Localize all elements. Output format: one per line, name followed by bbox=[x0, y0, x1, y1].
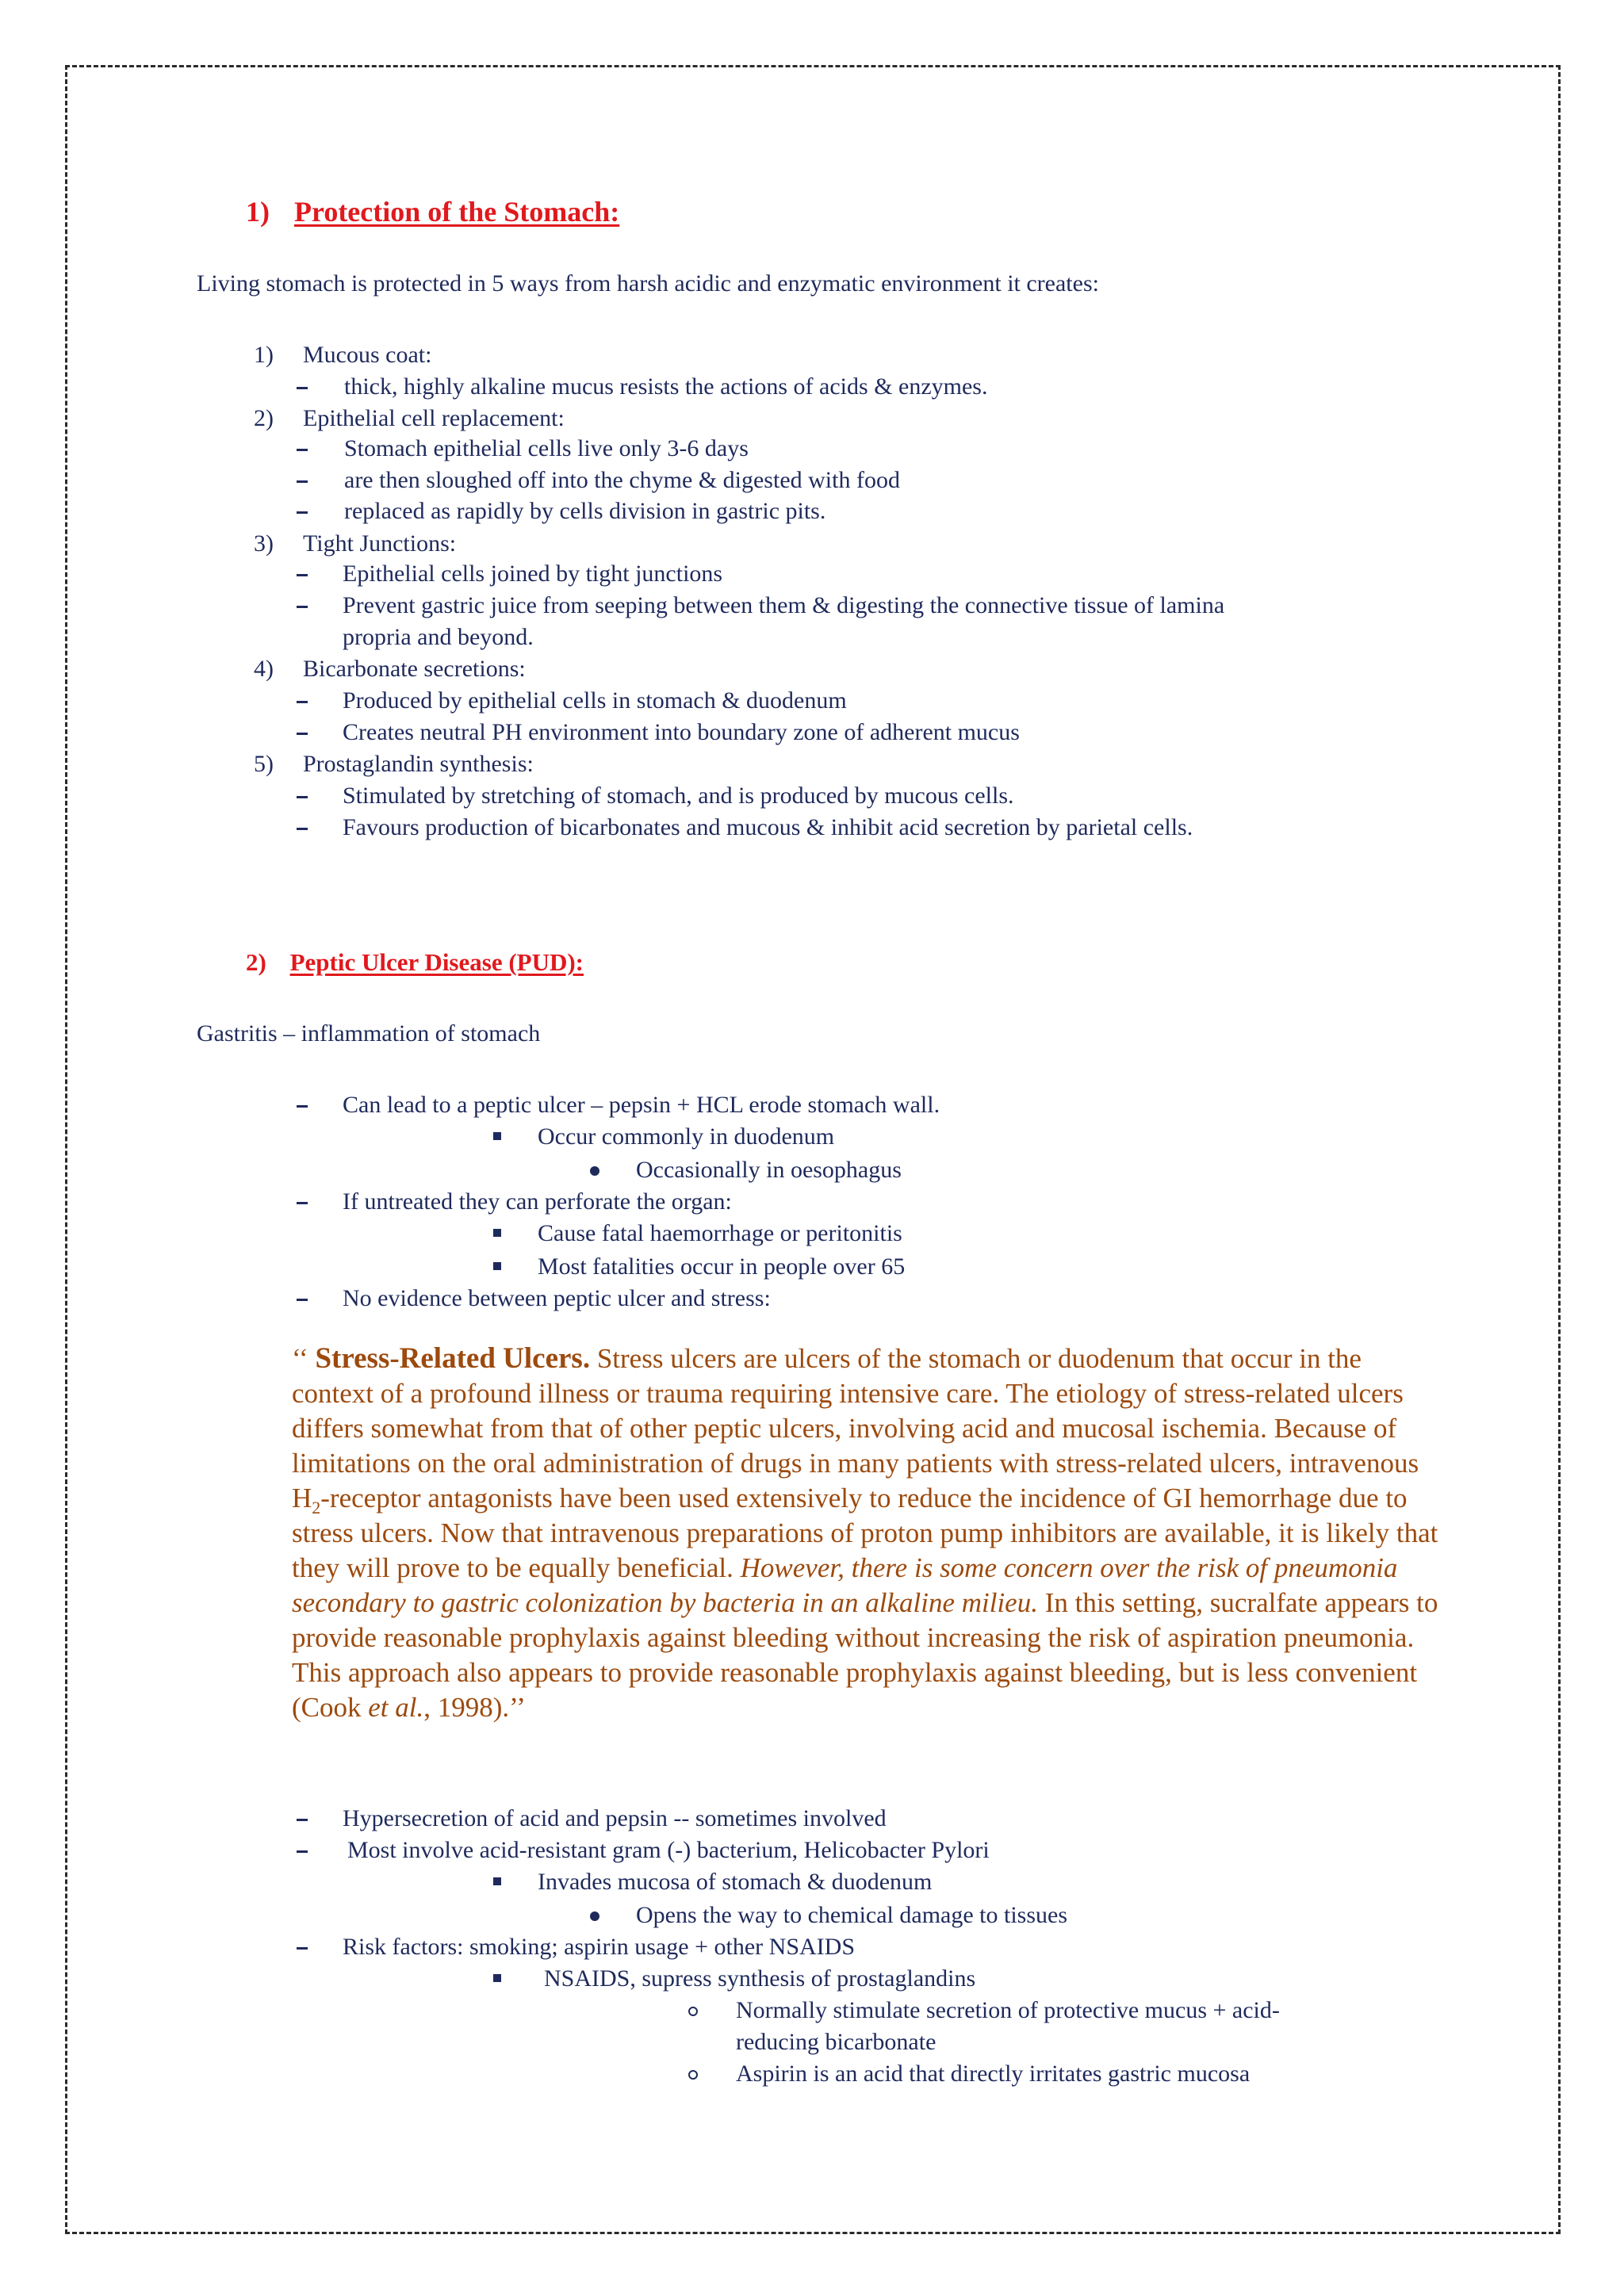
item-4-bullet-1: Produced by epithelial cells in stomach & duodenum bbox=[343, 687, 847, 714]
item-3-bullet-1: Epithelial cells joined by tight junctions bbox=[343, 561, 723, 587]
item-5-label: Prostaglandin synthesis: bbox=[303, 751, 534, 777]
square-bullet bbox=[493, 1229, 501, 1237]
pud-bullet-3: No evidence between peptic ulcer and stress: bbox=[343, 1285, 771, 1311]
dash-bullet bbox=[297, 1850, 308, 1853]
square-bullet bbox=[493, 1132, 501, 1140]
pud-bullet-5-dot: Opens the way to chemical damage to tissues bbox=[636, 1902, 1068, 1928]
item-2-bullet-3: replaced as rapidly by cells division in gastric pits. bbox=[344, 498, 826, 524]
quote-italic: However, there is some concern over the risk of pneumonia secondary to gastric colonization by bacteria in an alkaline milieu. bbox=[292, 1552, 1398, 1618]
dash-bullet bbox=[297, 1299, 308, 1301]
quote-text-4: , 1998). bbox=[423, 1692, 510, 1723]
section-2-heading bbox=[246, 948, 584, 977]
item-3-number: 3) bbox=[254, 530, 274, 557]
quote-open-mark: ‘‘ bbox=[292, 1343, 308, 1374]
quote-text-3: In this setting, sucralfate appears to provide reasonable prophylaxis against bleeding without increasing the risk of aspiration pneumonia. This approach also appears to provide reasonable prophylaxis against bleeding, but is less convenient (Cook bbox=[292, 1587, 1438, 1723]
pud-bullet-5: Most involve acid-resistant gram (-) bacterium, Helicobacter Pylori bbox=[347, 1837, 990, 1863]
item-5-number: 5) bbox=[254, 751, 274, 777]
pud-bullet-2: If untreated they can perforate the organ: bbox=[343, 1188, 732, 1215]
section-2-title: Peptic Ulcer Disease (PUD): bbox=[289, 948, 584, 976]
pud-bullet-6: Risk factors: smoking; aspirin usage + other NSAIDS bbox=[343, 1934, 856, 1960]
dash-bullet bbox=[297, 1202, 308, 1204]
dash-bullet bbox=[297, 1819, 308, 1821]
item-1-bullet-1: thick, highly alkaline mucus resists the actions of acids & enzymes. bbox=[344, 373, 988, 400]
circle-bullet bbox=[688, 2007, 698, 2016]
pud-bullet-6-sub-1: Normally stimulate secretion of protective mucus + acid- bbox=[736, 1997, 1280, 2023]
section-2-number: 2) bbox=[246, 948, 266, 976]
item-2-bullet-1: Stomach epithelial cells live only 3-6 days bbox=[344, 435, 749, 461]
item-2-number: 2) bbox=[254, 405, 274, 431]
item-4-bullet-2: Creates neutral PH environment into boundary zone of adherent mucus bbox=[343, 719, 1020, 745]
section-2-intro: Gastritis – inflammation of stomach bbox=[197, 1020, 541, 1047]
pud-bullet-4: Hypersecretion of acid and pepsin -- sometimes involved bbox=[343, 1805, 887, 1831]
dash-bullet bbox=[297, 606, 308, 608]
square-bullet bbox=[493, 1262, 501, 1270]
dash-bullet bbox=[297, 828, 308, 830]
stress-ulcer-quote bbox=[292, 1341, 1450, 1725]
item-1-number: 1) bbox=[254, 342, 274, 368]
pud-bullet-6-sub-2: Aspirin is an acid that directly irritates gastric mucosa bbox=[736, 2061, 1251, 2087]
dash-bullet bbox=[297, 1105, 308, 1108]
item-5-bullet-2: Favours production of bicarbonates and mucous & inhibit acid secretion by parietal cells. bbox=[343, 814, 1193, 840]
quote-lead: Stress-Related Ulcers. bbox=[315, 1342, 591, 1375]
item-4-number: 4) bbox=[254, 656, 274, 682]
quote-text-2: -receptor antagonists have been used extensively to reduce the incidence of GI hemorrhage due to stress ulcers. Now that intravenous preparations of proton pump inhibitors are available, it is likely that they will prove to be equally beneficial. bbox=[292, 1483, 1438, 1583]
dash-bullet bbox=[297, 387, 308, 389]
item-3-bullet-2-cont: propria and beyond. bbox=[343, 624, 534, 650]
pud-bullet-2-square-1: Cause fatal haemorrhage or peritonitis bbox=[538, 1220, 902, 1246]
quote-etal: et al. bbox=[368, 1692, 424, 1723]
item-2-label: Epithelial cell replacement: bbox=[303, 405, 565, 431]
pud-bullet-5-square: Invades mucosa of stomach & duodenum bbox=[538, 1869, 933, 1895]
dash-bullet bbox=[297, 449, 308, 451]
dash-bullet bbox=[297, 701, 308, 703]
dash-bullet bbox=[297, 574, 308, 576]
round-bullet bbox=[590, 1911, 599, 1921]
section-1-number: 1) bbox=[246, 196, 270, 228]
item-2-bullet-2: are then sloughed off into the chyme & digested with food bbox=[344, 467, 900, 493]
pud-bullet-1-dot: Occasionally in oesophagus bbox=[636, 1157, 902, 1183]
square-bullet bbox=[493, 1877, 501, 1885]
section-1-intro: Living stomach is protected in 5 ways from harsh acidic and enzymatic environment it creates: bbox=[197, 270, 1099, 297]
square-bullet bbox=[493, 1974, 501, 1982]
item-1-label: Mucous coat: bbox=[303, 342, 432, 368]
dash-bullet bbox=[297, 733, 308, 735]
pud-bullet-2-square-2: Most fatalities occur in people over 65 bbox=[538, 1253, 906, 1280]
item-3-bullet-2: Prevent gastric juice from seeping between them & digesting the connective tissue of lamina bbox=[343, 592, 1225, 618]
item-5-bullet-1: Stimulated by stretching of stomach, and is produced by mucous cells. bbox=[343, 783, 1014, 809]
section-1-title: Protection of the Stomach: bbox=[294, 196, 620, 228]
quote-text-1: Stress ulcers are ulcers of the stomach or duodenum that occur in the context of a profound illness or trauma requiring intensive care. The etiology of stress-related ulcers differs somewhat from that of other peptic ulcers, involving acid and mucosal ischemia. Because of limitations on the oral administration of drugs in many patients with stress-related ulcers, intravenous H bbox=[292, 1343, 1419, 1513]
pud-bullet-1-square: Occur commonly in duodenum bbox=[538, 1123, 835, 1150]
item-4-label: Bicarbonate secretions: bbox=[303, 656, 526, 682]
dash-bullet bbox=[297, 796, 308, 798]
dash-bullet bbox=[297, 480, 308, 483]
round-bullet bbox=[590, 1166, 599, 1176]
dash-bullet bbox=[297, 511, 308, 514]
dash-bullet bbox=[297, 1947, 308, 1950]
pud-bullet-1: Can lead to a peptic ulcer – pepsin + HCL erode stomach wall. bbox=[343, 1092, 940, 1118]
quote-close-mark: ’’ bbox=[509, 1692, 526, 1723]
section-1-heading bbox=[246, 195, 619, 228]
pud-bullet-6-square: NSAIDS, supress synthesis of prostaglandins bbox=[544, 1965, 976, 1992]
quote-subscript: 2 bbox=[312, 1498, 321, 1517]
pud-bullet-6-sub-1-cont: reducing bicarbonate bbox=[736, 2029, 936, 2055]
item-3-label: Tight Junctions: bbox=[303, 530, 457, 557]
circle-bullet bbox=[688, 2070, 698, 2080]
